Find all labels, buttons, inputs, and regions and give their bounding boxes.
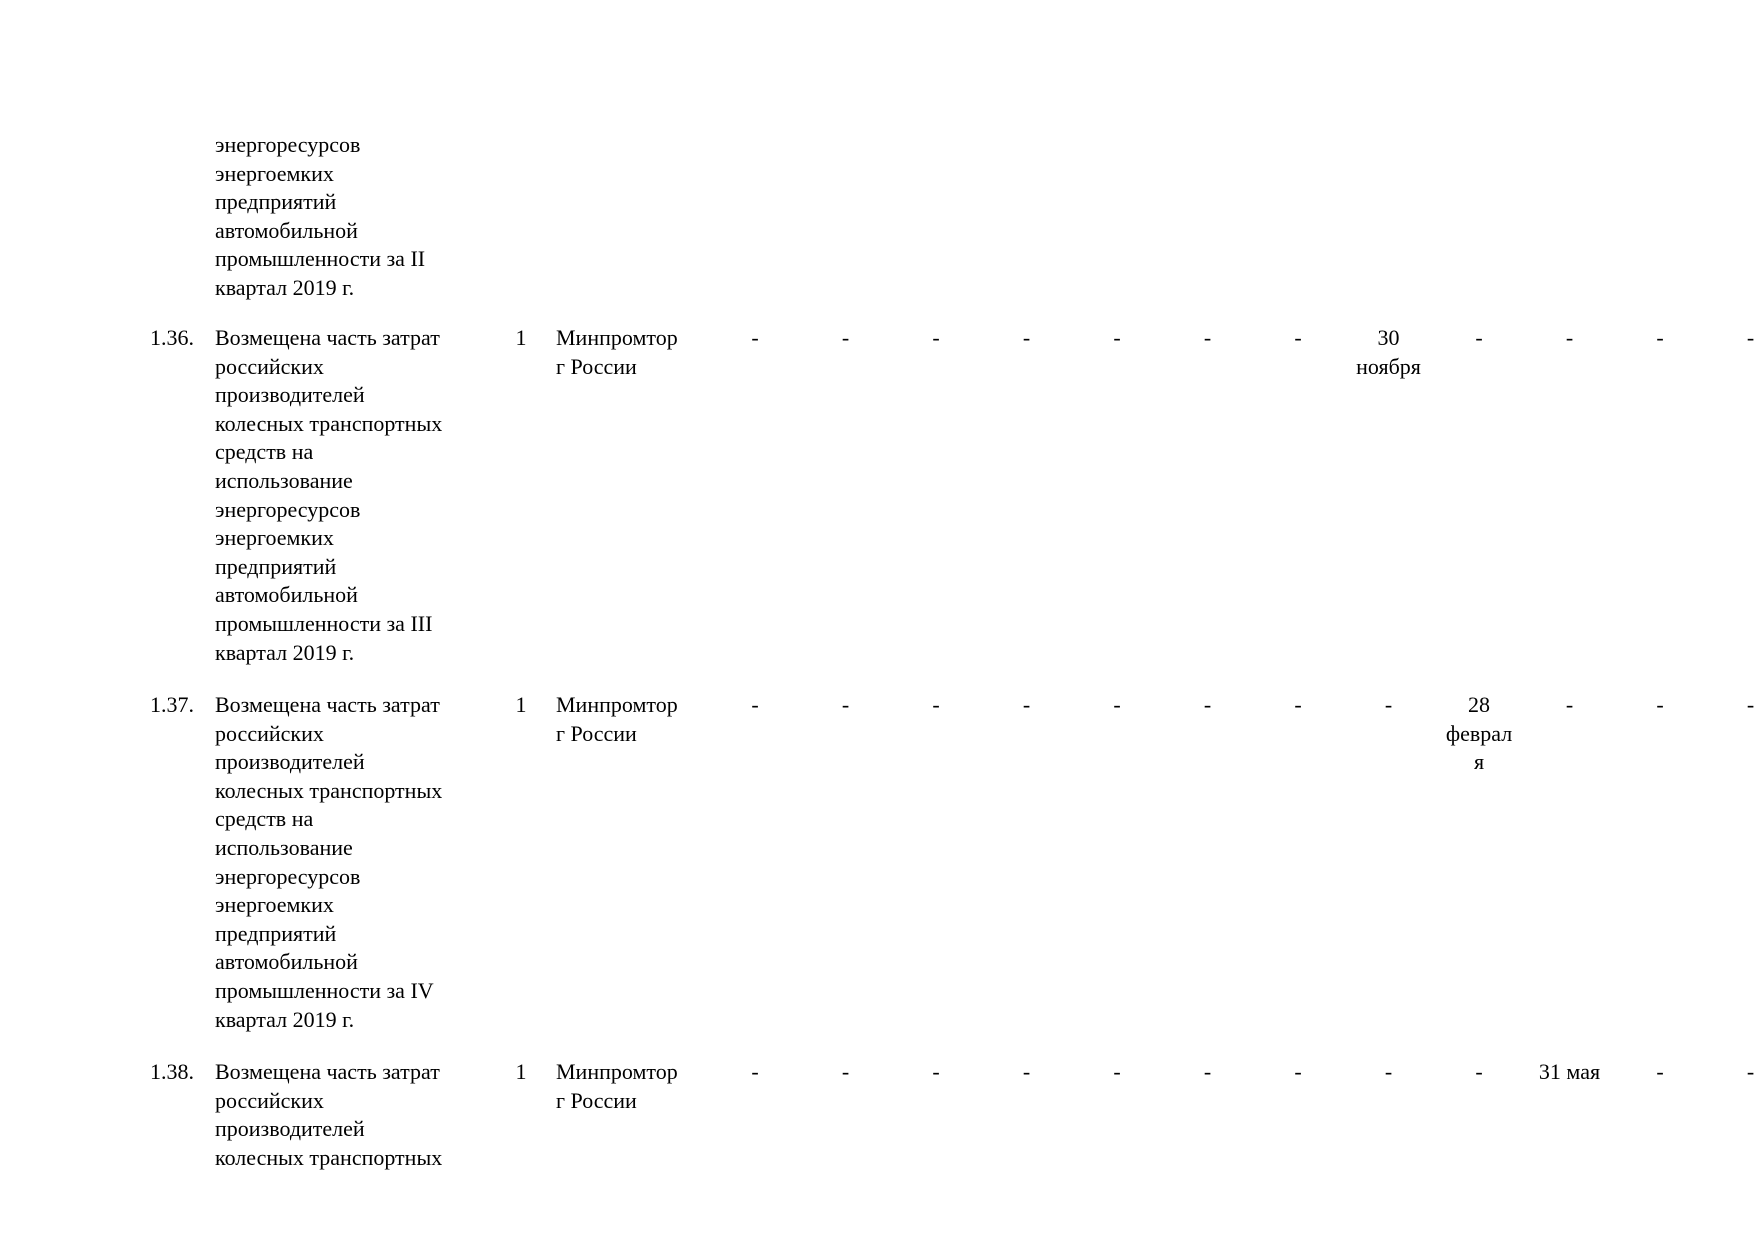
row-number: 1.38. xyxy=(150,1059,194,1084)
period-cell-5: - xyxy=(1113,325,1121,350)
period-cell-1: - xyxy=(751,1059,759,1084)
row-responsible: Минпромтор г России xyxy=(556,692,678,746)
period-cell-10: 31 мая xyxy=(1538,1059,1601,1084)
period-cell-7: - xyxy=(1294,1059,1302,1084)
row-number: 1.37. xyxy=(150,692,194,717)
row-number: 1.36. xyxy=(150,325,194,350)
period-cell-12: - xyxy=(1746,325,1754,350)
period-cell-6: - xyxy=(1203,1059,1212,1084)
period-cell-8: - xyxy=(1384,1059,1393,1084)
row-description: Возмещена часть затрат российских производителей колесных транспортных xyxy=(215,1059,443,1170)
period-cell-11: - xyxy=(1656,325,1664,350)
period-cell-3: - xyxy=(932,692,940,717)
period-cell-11: - xyxy=(1656,1059,1664,1084)
row-responsible: Минпромтор г России xyxy=(556,325,678,379)
period-cell-8: - xyxy=(1384,692,1393,717)
period-cell-2: - xyxy=(841,692,850,717)
period-cell-7: - xyxy=(1294,692,1302,717)
period-cell-8: 30 ноября xyxy=(1356,325,1421,379)
period-cell-12: - xyxy=(1746,692,1754,717)
period-cell-11: - xyxy=(1656,692,1664,717)
period-cell-2: - xyxy=(841,325,850,350)
row-description: Возмещена часть затрат российских производителей колесных транспортных средств на использование энергоресурсов энергоемких предприятий автомобильной промышленности за III квартал 2019 г. xyxy=(215,325,443,665)
period-cell-9: - xyxy=(1475,1059,1483,1084)
period-cell-3: - xyxy=(932,325,940,350)
row-description: Возмещена часть затрат российских производителей колесных транспортных средств на использование энергоресурсов энергоемких предприятий автомобильной промышленности за IV квартал 2019 г. xyxy=(215,692,443,1032)
period-cell-7: - xyxy=(1294,325,1302,350)
period-cell-6: - xyxy=(1203,325,1212,350)
period-cell-10: - xyxy=(1565,692,1574,717)
period-cell-9: 28 феврал я xyxy=(1445,692,1513,775)
period-cell-9: - xyxy=(1475,325,1483,350)
row-quantity: 1 xyxy=(515,692,527,717)
period-cell-5: - xyxy=(1113,692,1121,717)
period-cell-12: - xyxy=(1746,1059,1754,1084)
period-cell-4: - xyxy=(1022,1059,1031,1084)
period-cell-10: - xyxy=(1565,325,1574,350)
period-cell-2: - xyxy=(841,1059,850,1084)
period-cell-4: - xyxy=(1022,692,1031,717)
row-quantity: 1 xyxy=(515,1059,527,1084)
row-responsible: Минпромтор г России xyxy=(556,1059,678,1113)
period-cell-1: - xyxy=(751,692,759,717)
period-cell-1: - xyxy=(751,325,759,350)
row-quantity: 1 xyxy=(515,325,527,350)
period-cell-5: - xyxy=(1113,1059,1121,1084)
row-description: энергоресурсов энергоемких предприятий автомобильной промышленности за II квартал 2019 г. xyxy=(215,132,426,300)
period-cell-3: - xyxy=(932,1059,940,1084)
period-cell-6: - xyxy=(1203,692,1212,717)
period-cell-4: - xyxy=(1022,325,1031,350)
